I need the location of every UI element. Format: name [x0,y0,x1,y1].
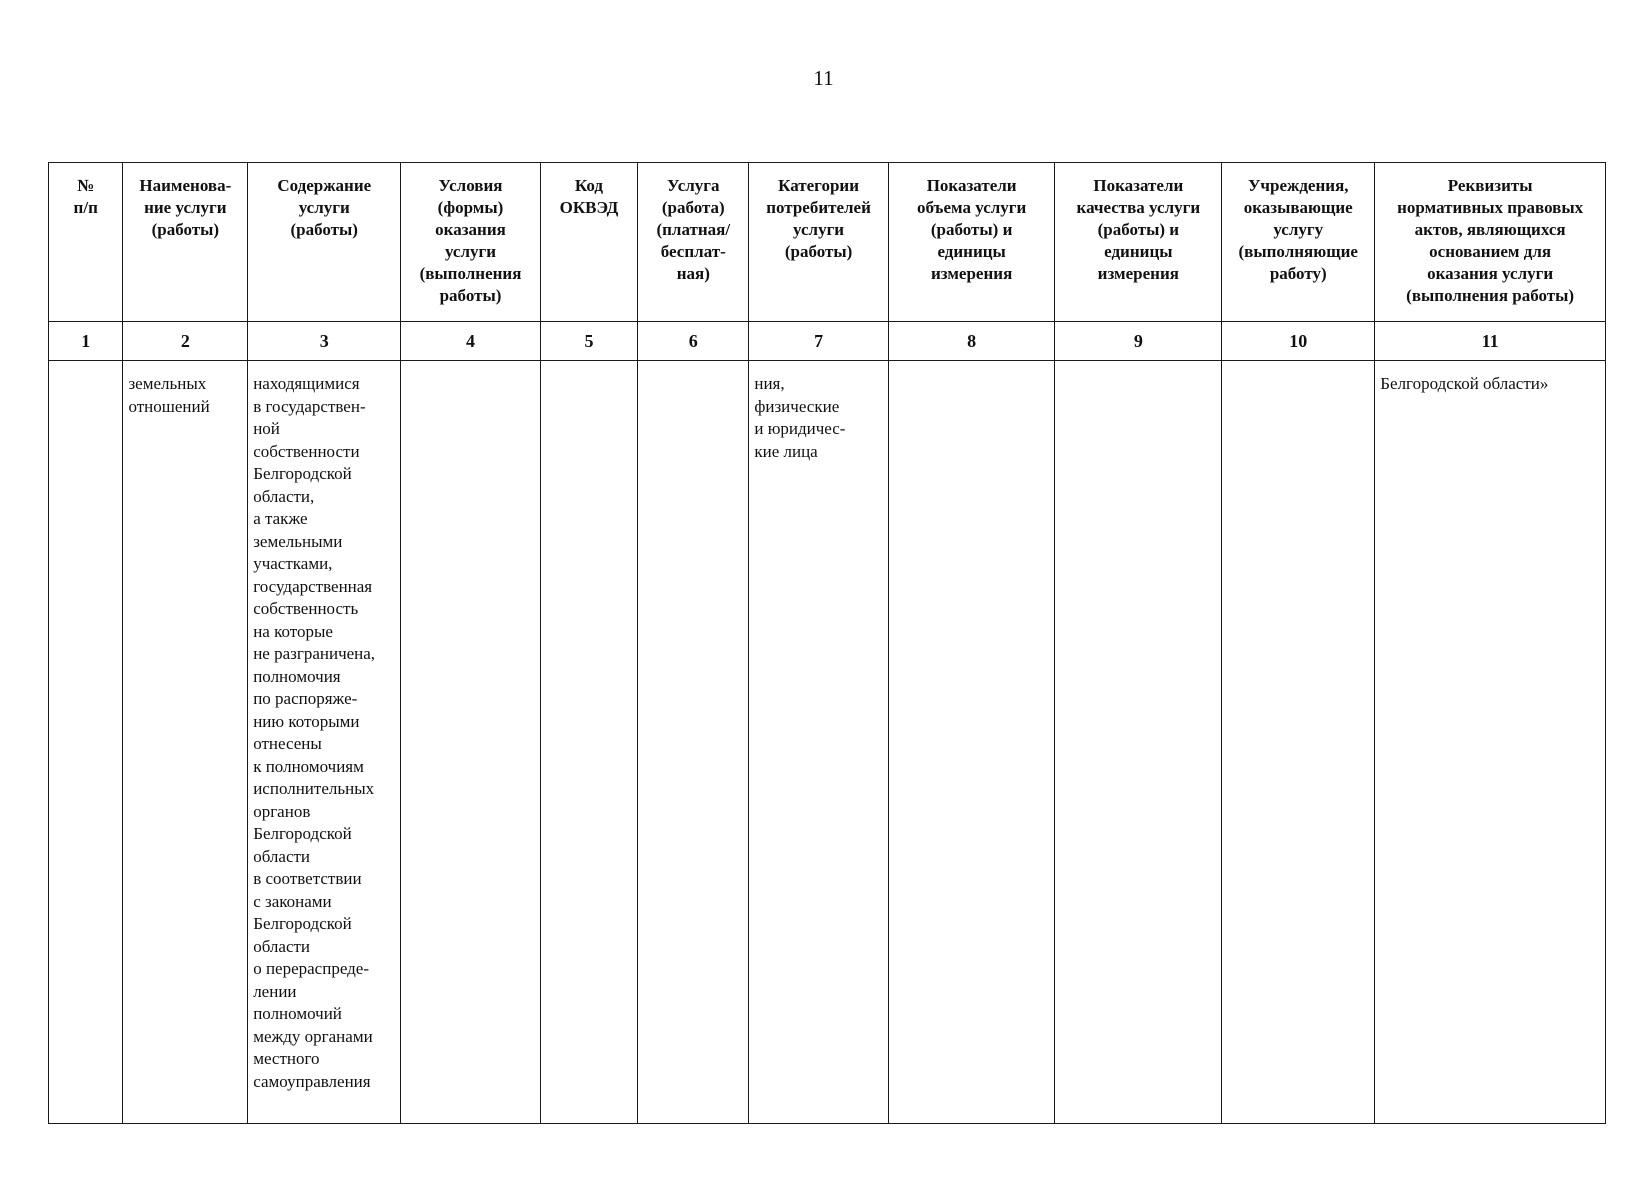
column-number-cell: 10 [1222,322,1375,361]
column-number-cell: 11 [1375,322,1606,361]
page-number: 11 [813,66,834,90]
column-number-cell: 9 [1055,322,1222,361]
cell-service-name: земельных отношений [123,361,248,1124]
column-number-cell: 3 [248,322,401,361]
header-row [49,163,1606,322]
header-cell-consumer-categories: Категории потребителей услуги (работы) [749,163,888,322]
cell-number [49,361,123,1124]
column-number-row [49,322,1606,361]
column-number-cell: 4 [401,322,540,361]
cell-institutions [1222,361,1375,1124]
cell-service-content: находящимися в государствен- ной собственности Белгородской области, а также земельными участками, государственная собственность на которые не разграничена, полномочия по распоряже- нию которыми отнесены к полномочиям исполнительных органов Белгородской области в соответствии с законами Белгородской области о перераспреде- лении полномочий между органами местного самоуправления [248,361,401,1124]
cell-conditions [401,361,540,1124]
header-cell-volume-indicators: Показатели объема услуги (работы) и единицы измерения [888,163,1055,322]
header-cell-okved-code: Код ОКВЭД [540,163,638,322]
cell-volume-indicators [888,361,1055,1124]
header-cell-quality-indicators: Показатели качества услуги (работы) и единицы измерения [1055,163,1222,322]
header-cell-service-name: Наименова- ние услуги (работы) [123,163,248,322]
table-row [49,361,1606,1124]
column-number-cell: 7 [749,322,888,361]
header-cell-conditions: Условия (формы) оказания услуги (выполнения работы) [401,163,540,322]
column-number-cell: 1 [49,322,123,361]
column-number-cell: 6 [638,322,749,361]
cell-legal-acts: Белгородской области» [1375,361,1606,1124]
column-number-cell: 2 [123,322,248,361]
column-number-cell: 8 [888,322,1055,361]
cell-consumer-categories: ния, физические и юридичес- кие лица [749,361,888,1124]
header-cell-legal-acts: Реквизиты нормативных правовых актов, являющихся основанием для оказания услуги (выполнения работы) [1375,163,1606,322]
header-cell-number: № п/п [49,163,123,322]
cell-quality-indicators [1055,361,1222,1124]
header-cell-institutions: Учреждения, оказывающие услугу (выполняющие работу) [1222,163,1375,322]
header-cell-service-content: Содержание услуги (работы) [248,163,401,322]
header-cell-paid-free: Услуга (работа) (платная/ бесплат- ная) [638,163,749,322]
services-registry-table [48,162,1606,1124]
cell-paid-free [638,361,749,1124]
cell-okved-code [540,361,638,1124]
column-number-cell: 5 [540,322,638,361]
